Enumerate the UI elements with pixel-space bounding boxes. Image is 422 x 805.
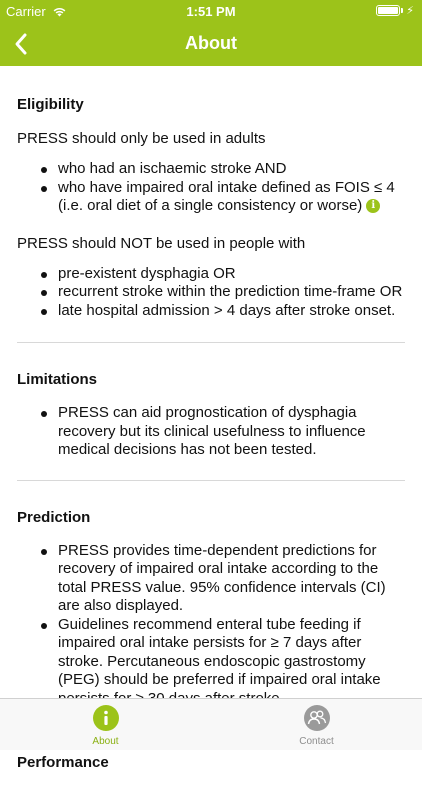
tab-bar: [0, 698, 422, 750]
eligibility-include-list: [17, 160, 405, 216]
carrier-label: Carrier: [6, 4, 46, 19]
status-time: 1:51 PM: [186, 4, 236, 19]
list-item: recurrent stroke within the prediction time-frame OR: [41, 283, 405, 302]
limitations-list: [17, 404, 405, 460]
section-heading-prediction: Prediction: [17, 508, 91, 526]
section-heading-eligibility: Eligibility: [17, 96, 84, 113]
eligibility-section: [17, 66, 405, 343]
list-item: PRESS provides time-dependent predictions for recovery of impaired oral intake according to the total PRESS value. 95% confidence intervals (CI) are also displayed.: [41, 542, 405, 616]
navigation-bar: [0, 22, 422, 66]
tab-about[interactable]: [0, 699, 211, 750]
charging-bolt-icon: ⚡: [406, 5, 414, 17]
tab-label-contact: Contact: [299, 736, 334, 747]
status-bar: [0, 0, 422, 22]
limitations-section: [17, 343, 405, 481]
list-item: late hospital admission > 4 days after stroke onset.: [41, 302, 405, 321]
app-header: [0, 0, 422, 66]
info-icon: [93, 705, 119, 731]
prediction-list: [17, 542, 405, 709]
tab-contact[interactable]: [211, 699, 422, 750]
list-item: who had an ischaemic stroke AND: [41, 160, 405, 179]
section-heading-performance: Performance: [17, 754, 109, 771]
eligibility-exclude-intro: PRESS should NOT be used in people with: [17, 234, 306, 252]
prediction-section: [17, 481, 405, 730]
list-item: who have impaired oral intake defined as FOIS ≤ 4 (i.e. oral diet of a single consistency or worse) i: [41, 179, 405, 216]
list-item: PRESS can aid prognostication of dysphagia recovery but its clinical usefulness to influence medical decisions has not been tested.: [41, 404, 405, 460]
page-title: About: [185, 33, 237, 53]
eligibility-exclude-list: [17, 265, 405, 321]
contacts-icon: [304, 705, 330, 731]
list-item: Guidelines recommend enteral tube feeding if impaired oral intake persists for ≥ 7 days after stroke. Percutaneous endoscopic gastrostomy (PEG) should be preferred if impaired oral intake: [41, 616, 405, 709]
list-item: pre-existent dysphagia OR: [41, 265, 405, 284]
tab-label-about: About: [92, 736, 119, 747]
info-icon[interactable]: i: [366, 199, 380, 213]
section-heading-limitations: Limitations: [17, 371, 98, 388]
battery-icon: [376, 4, 414, 17]
eligibility-intro: PRESS should only be used in adults: [17, 130, 266, 147]
